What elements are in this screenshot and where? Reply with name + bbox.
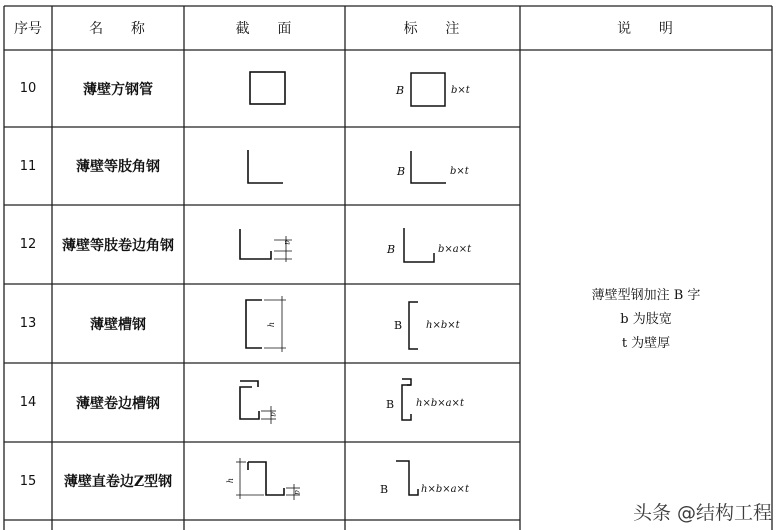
header-section: 截 面 bbox=[235, 21, 294, 37]
row-number: 12 bbox=[19, 237, 37, 252]
row-name: 薄壁直卷边Z型钢 bbox=[63, 474, 173, 490]
mark-prefix: B bbox=[397, 165, 406, 178]
mark-prefix: B bbox=[387, 243, 396, 256]
description-line: 薄壁型钢加注 B 字 bbox=[591, 288, 701, 303]
dim-label-h: h bbox=[267, 321, 277, 328]
description-line: t 为壁厚 bbox=[621, 336, 671, 351]
header-mark: 标 注 bbox=[403, 21, 462, 37]
row-name: 薄壁卷边槽钢 bbox=[76, 395, 160, 412]
header-desc: 说 明 bbox=[617, 21, 675, 37]
mark-text: h×b×t bbox=[426, 320, 460, 331]
row-name: 薄壁方钢管 bbox=[83, 81, 153, 98]
mark-text: h×b×a×t bbox=[421, 484, 469, 495]
header-name: 名 称 bbox=[89, 21, 147, 37]
description-block bbox=[520, 270, 772, 370]
row-name: 薄壁等肢角钢 bbox=[76, 159, 160, 175]
row-number: 11 bbox=[19, 158, 37, 174]
header-no: 序号 bbox=[14, 21, 42, 37]
row-name: 薄壁等肢卷边角钢 bbox=[62, 237, 174, 254]
watermark: 头条 @结构工程 bbox=[632, 502, 772, 524]
dim-label-a: a bbox=[268, 412, 278, 417]
row-name: 薄壁槽钢 bbox=[90, 316, 146, 333]
mark-text: h×b×a×t bbox=[416, 398, 464, 409]
mark-prefix: B bbox=[396, 84, 405, 97]
dim-label-a: a bbox=[282, 240, 292, 245]
row-number: 13 bbox=[19, 316, 37, 331]
mark-text: b×t bbox=[451, 85, 470, 96]
mark-text: b×t bbox=[450, 166, 469, 177]
row-number: 15 bbox=[19, 473, 37, 489]
row-number: 14 bbox=[19, 395, 37, 410]
mark-prefix: B bbox=[394, 319, 403, 332]
mark-prefix: B bbox=[386, 398, 395, 411]
mark-prefix: B bbox=[380, 483, 389, 496]
mark-text: b×a×t bbox=[438, 244, 472, 255]
dim-label-a: a bbox=[292, 490, 302, 495]
description-line: b 为肢宽 bbox=[620, 312, 672, 327]
row-number: 10 bbox=[19, 81, 37, 96]
dim-label-h: h bbox=[226, 477, 236, 484]
